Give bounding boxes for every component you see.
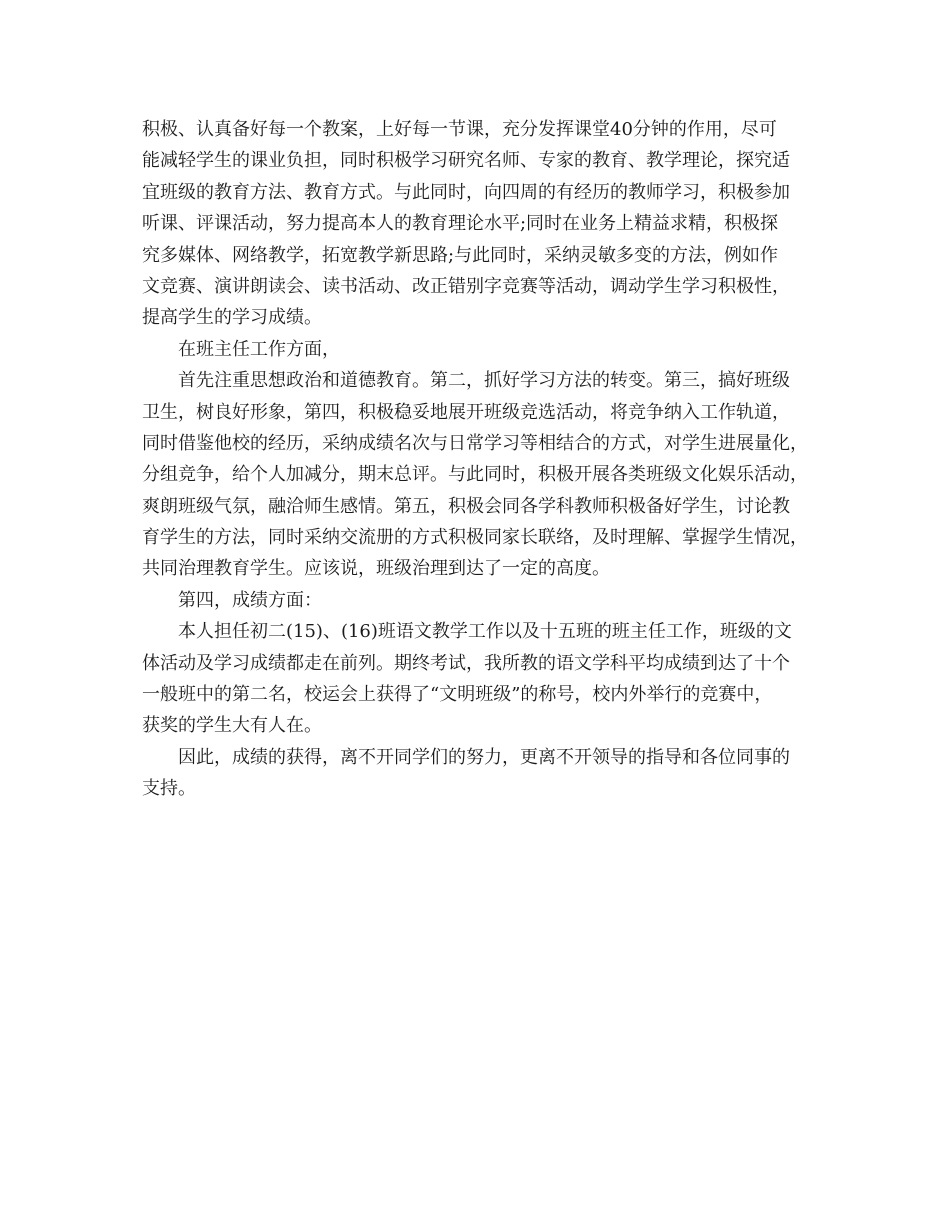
paragraph-teaching [142,114,822,334]
text-line: 分组竞争，给个人加减分，期末总评。与此同时，积极开展各类班级文化娱乐活动， [142,464,808,486]
text-line: 究多媒体、网络教学，拓宽教学新思路;与此同时，采纳灵敏多变的方法，例如作 [142,244,779,266]
text-line: 一般班中的第二名，校运会上获得了“文明班级”的称号，校内外举行的竞赛中， [142,684,773,706]
paragraph-results-heading [142,585,822,616]
text-line: 体活动及学习成绩都走在前列。期终考试，我所教的语文学科平均成绩到达了十个 [142,652,790,674]
section-heading: 第四，成绩方面： [178,589,322,611]
paragraph-conclusion [142,742,822,805]
text-line: 首先注重思想政治和道德教育。第二，抓好学习方法的转变。第三，搞好班级 [178,370,790,392]
text-line: 因此，成绩的获得，离不开同学们的努力，更离不开领导的指导和各位同事的 [178,746,790,768]
text-line: 本人担任初二(15)、(16)班语文教学工作以及十五班的班主任工作，班级的文 [178,621,792,643]
text-line: 宜班级的教育方法、教育方式。与此同时，向四周的有经历的教师学习，积极参加 [142,181,790,203]
text-line: 育学生的方法，同时采纳交流册的方式积极同家长联络，及时理解、掌握学生情况， [142,527,808,549]
paragraph-class-teacher-heading [142,334,822,365]
text-line: 提高学生的学习成绩。 [142,307,322,329]
text-line: 卫生，树良好形象，第四，积极稳妥地展开班级竞选活动，将竞争纳入工作轨道， [142,401,790,423]
paragraph-results [142,616,822,742]
text-line: 爽朗班级气氛，融洽师生感情。第五，积极会同各学科教师积极备好学生，讨论教 [142,495,790,517]
text-line: 能减轻学生的课业负担，同时积极学习研究名师、专家的教育、教学理论，探究适 [142,150,790,172]
section-heading: 在班主任工作方面， [178,338,340,360]
text-line: 同时借鉴他校的经历，采纳成绩名次与日常学习等相结合的方式，对学生进展量化， [142,432,808,454]
text-line: 支持。 [142,778,196,800]
text-line: 共同治理教育学生。应该说，班级治理到达了一定的高度。 [142,558,610,580]
paragraph-class-teacher [142,365,822,585]
text-line: 文竞赛、演讲朗读会、读书活动、改正错别字竞赛等活动，调动学生学习积极性， [142,275,790,297]
text-line: 获奖的学生大有人在。 [142,715,322,737]
document-body [142,114,822,805]
text-line: 听课、评课活动，努力提高本人的教育理论水平;同时在业务上精益求精，积极探 [142,213,779,235]
text-line: 积极、认真备好每一个教案，上好每一节课，充分发挥课堂40分钟的作用，尽可 [142,119,777,140]
